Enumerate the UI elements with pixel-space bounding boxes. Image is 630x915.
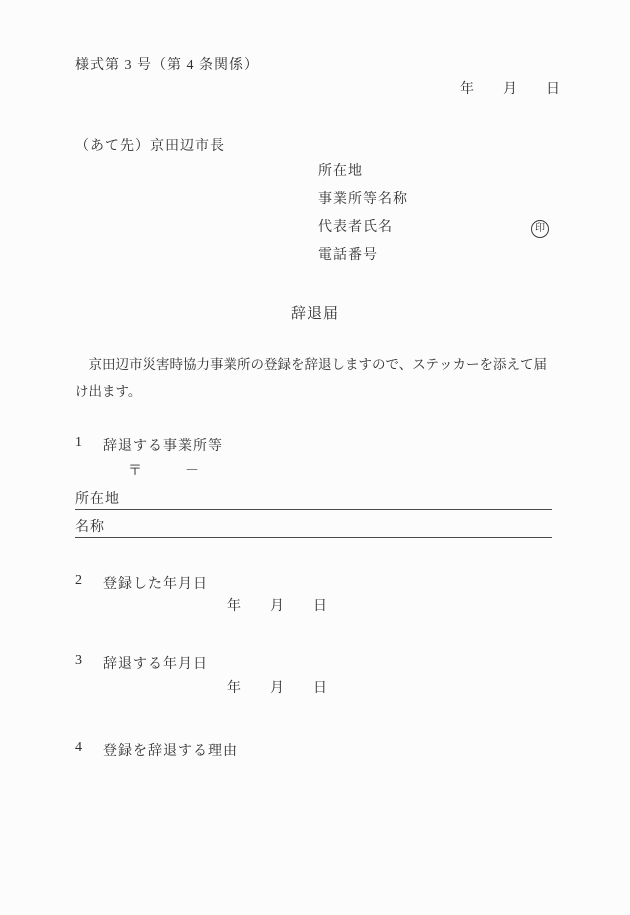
address-input-line[interactable] (120, 490, 552, 509)
section-3-number: 3 (75, 653, 83, 668)
header-year-label: 年 (460, 82, 474, 97)
body-paragraph: 京田辺市災害時協力事業所の登録を辞退しますので、ステッカーを添えて届け出ます。 (75, 357, 547, 399)
office-name-label: 事業所等名称 (318, 192, 408, 207)
withdrawal-day-label: 日 (313, 681, 327, 696)
registered-month-label: 月 (270, 599, 284, 614)
registered-month-blank-field[interactable] (241, 601, 270, 615)
section-4-number: 4 (75, 740, 83, 755)
header-year-blank-field[interactable] (431, 84, 460, 98)
form-number: 様式第 3 号（第 4 条関係） (75, 58, 259, 73)
section-1-number: 1 (75, 435, 83, 450)
document-title: 辞退届 (290, 306, 339, 322)
seal-character: 印 (535, 223, 545, 234)
withdrawal-year-blank-field[interactable] (198, 683, 227, 697)
applicant-block (318, 158, 408, 270)
address-field-row (75, 490, 552, 510)
postal-separator: － (185, 464, 199, 479)
seal-icon (531, 220, 549, 238)
header-day-label: 日 (546, 82, 560, 97)
header-month-label: 月 (503, 82, 517, 97)
date-line-registered (198, 599, 327, 615)
name-input-line[interactable] (105, 518, 552, 537)
section-2-heading (75, 573, 208, 593)
withdrawal-month-blank-field[interactable] (241, 683, 270, 697)
section-3-title: 辞退する年月日 (103, 657, 208, 672)
postal-code-second-field[interactable] (199, 463, 259, 477)
registered-day-blank-field[interactable] (284, 601, 313, 615)
date-line-withdrawal (198, 681, 327, 697)
section-2-number: 2 (75, 573, 83, 588)
location-label: 所在地 (318, 164, 363, 179)
addressee-line: （あて先）京田辺市長 (75, 139, 225, 154)
withdrawal-day-blank-field[interactable] (284, 683, 313, 697)
registered-day-label: 日 (313, 599, 327, 614)
registered-year-label: 年 (227, 599, 241, 614)
phone-number-label: 電話番号 (318, 248, 378, 263)
postal-code-row (128, 461, 259, 479)
section-1-title: 辞退する事業所等 (103, 439, 223, 454)
header-month-blank-field[interactable] (474, 84, 503, 98)
section-3-heading (75, 653, 208, 673)
representative-name-label: 代表者氏名 (318, 220, 393, 235)
postal-mark: 〒 (128, 464, 142, 479)
name-field-row (75, 518, 552, 538)
address-label: 所在地 (75, 492, 120, 507)
withdrawal-month-label: 月 (270, 681, 284, 696)
section-4-heading (75, 740, 238, 760)
postal-code-first-field[interactable] (142, 463, 185, 477)
section-1-heading (75, 435, 223, 455)
section-4-title: 登録を辞退する理由 (103, 744, 238, 759)
registered-year-blank-field[interactable] (198, 601, 227, 615)
withdrawal-year-label: 年 (227, 681, 241, 696)
section-2-title: 登録した年月日 (103, 577, 208, 592)
name-label: 名称 (75, 520, 105, 535)
header-day-blank-field[interactable] (517, 84, 546, 98)
date-line-header (431, 82, 560, 98)
